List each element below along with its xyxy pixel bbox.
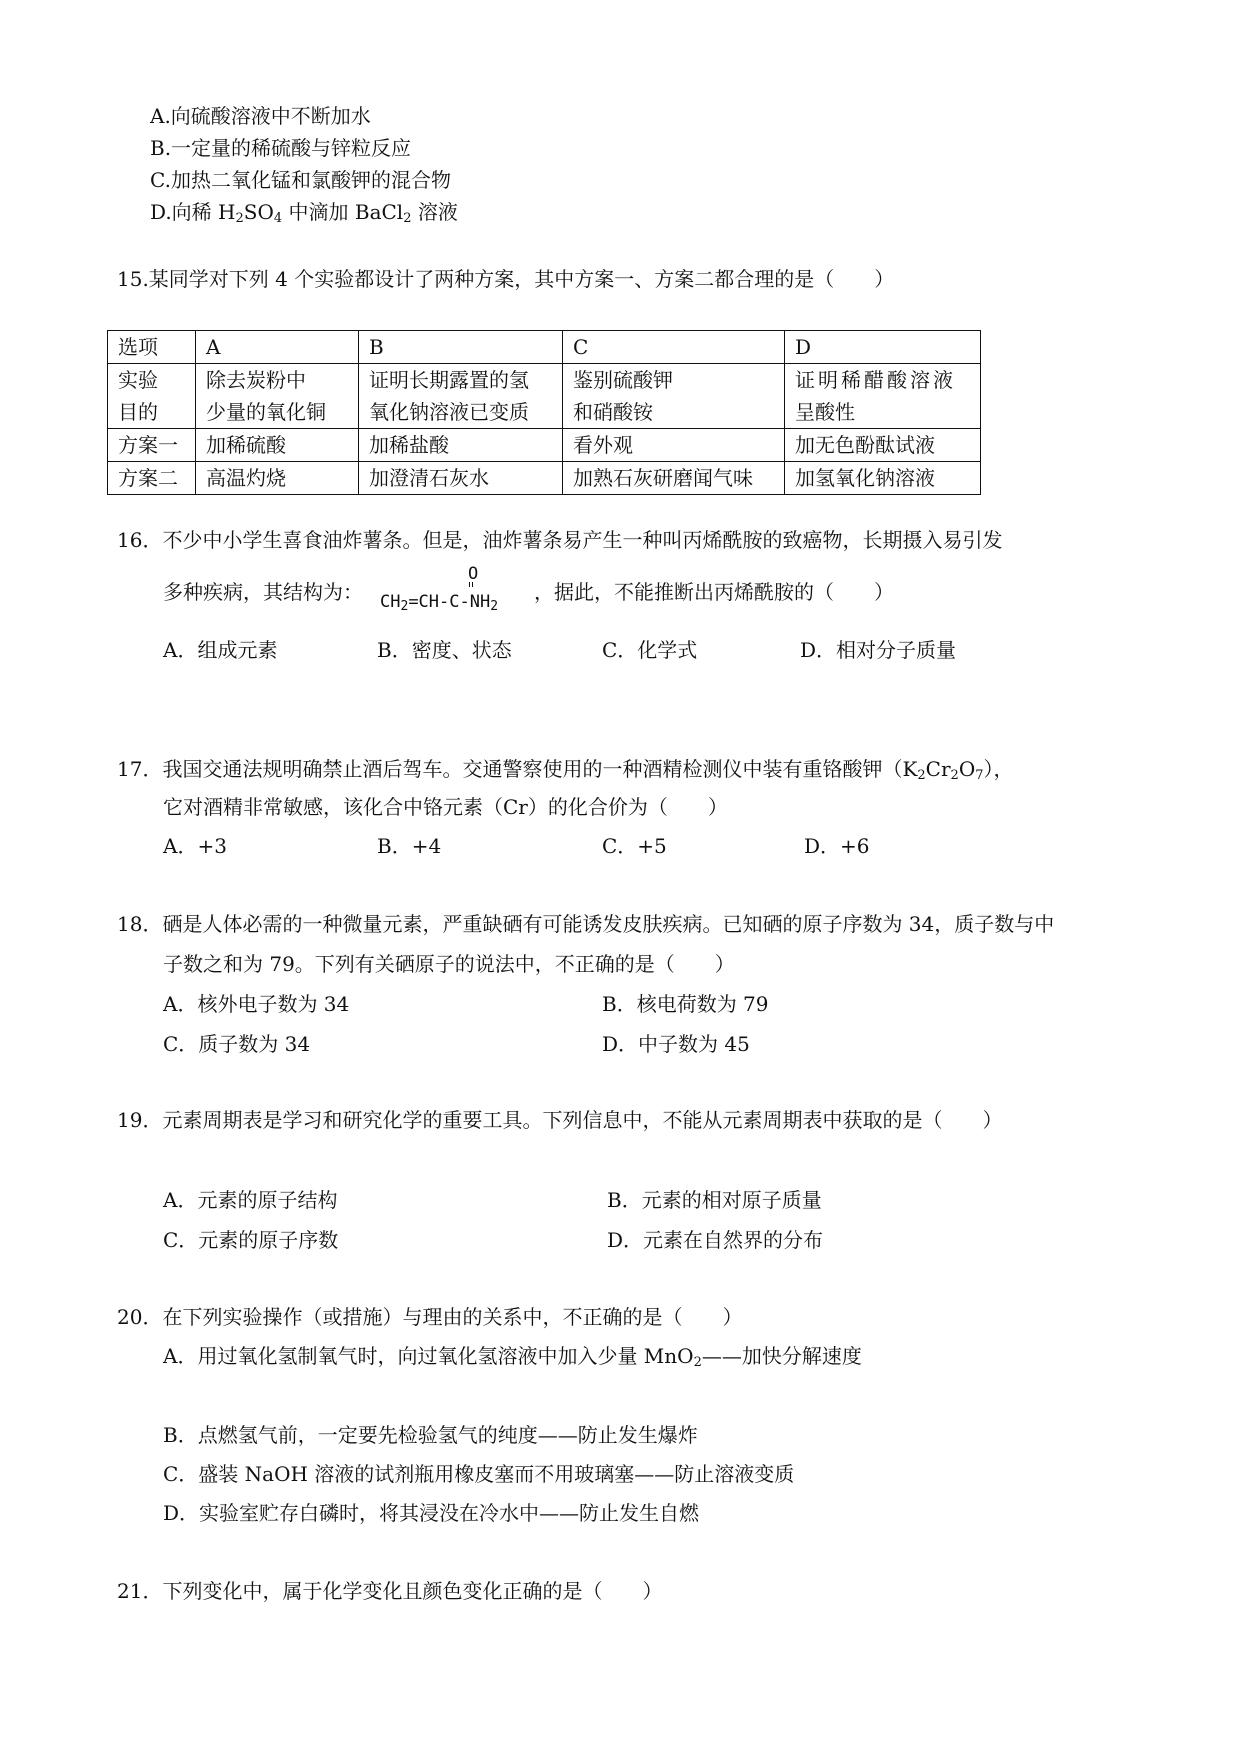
- formula-chain: $CH_2=CH-C-NH_2$: [380, 592, 499, 614]
- table-cell: 选项: [108, 331, 196, 364]
- table-cell: 加稀盐酸: [359, 429, 563, 462]
- q18-option-d: D．中子数为 45: [602, 1032, 750, 1056]
- q21-stem: 21．下列变化中，属于化学变化且颜色变化正确的是（ ）: [117, 1579, 663, 1603]
- table-row-plan2: [108, 462, 981, 495]
- q16-option-b: B．密度、状态: [377, 638, 512, 662]
- double-bond-mark: [469, 582, 473, 587]
- q14-option-a: A.向硫酸溶液中不断加水: [150, 104, 371, 128]
- table-cell: 加无色酚酞试液: [785, 429, 981, 462]
- q16-line2-before: 多种疾病，其结构为：: [163, 580, 363, 604]
- q14-option-d: D.向稀 $H_2SO_4$ 中滴加 BaCl$_2$ 溶液: [150, 200, 458, 226]
- q17-option-a: A．+3: [163, 834, 227, 858]
- table-cell: 证明稀醋酸溶液 呈酸性: [785, 364, 981, 429]
- table-cell: A: [196, 331, 359, 364]
- q16-option-a: A．组成元素: [163, 638, 278, 662]
- q14-option-b: B.一定量的稀硫酸与锌粒反应: [150, 136, 412, 160]
- table-cell: B: [359, 331, 563, 364]
- table-row-purpose: [108, 364, 981, 429]
- q20-option-d: D．实验室贮存白磷时，将其浸没在冷水中——防止发生自燃: [163, 1501, 700, 1525]
- q17-option-c: C．+5: [602, 834, 667, 858]
- acrylamide-formula: [380, 566, 528, 624]
- table-cell: 实验 目的: [108, 364, 196, 429]
- q15-stem: 15.某同学对下列 4 个实验都设计了两种方案，其中方案一、方案二都合理的是（ ）: [117, 267, 895, 291]
- table-cell: 加熟石灰研磨闻气味: [563, 462, 785, 495]
- table-cell: 证明长期露置的氢 氧化钠溶液已变质: [359, 364, 563, 429]
- q18-line1: 18．硒是人体必需的一种微量元素，严重缺硒有可能诱发皮肤疾病。已知硒的原子序数为 34，质子数与中: [117, 912, 1055, 936]
- q16-option-c: C．化学式: [602, 638, 698, 662]
- q19-option-b: B．元素的相对原子质量: [607, 1188, 822, 1212]
- q19-option-a: A．元素的原子结构: [163, 1188, 338, 1212]
- q20-stem: 20．在下列实验操作（或措施）与理由的关系中，不正确的是（ ）: [117, 1305, 743, 1329]
- q16-option-d: D．相对分子质量: [800, 638, 957, 662]
- q16-line1: 16．不少中小学生喜食油炸薯条。但是，油炸薯条易产生一种叫丙烯酰胺的致癌物，长期摄入易引发: [117, 528, 1003, 552]
- formula-oxygen: O: [468, 564, 479, 584]
- q19-option-d: D．元素在自然界的分布: [607, 1228, 824, 1252]
- q18-option-c: C．质子数为 34: [163, 1032, 311, 1056]
- table-cell: 除去炭粉中 少量的氧化铜: [196, 364, 359, 429]
- q17-line1: 17．我国交通法规明确禁止酒后驾车。交通警察使用的一种酒精检测仪中装有重铬酸钾$(K_2Cr_2O_7)$，: [117, 757, 1014, 783]
- q14-option-c: C.加热二氧化锰和氯酸钾的混合物: [150, 168, 451, 192]
- q20-option-b: B．点燃氢气前，一定要先检验氢气的纯度——防止发生爆炸: [163, 1423, 698, 1447]
- table-cell: C: [563, 331, 785, 364]
- table-cell: 看外观: [563, 429, 785, 462]
- table-cell: 方案一: [108, 429, 196, 462]
- q19-option-c: C．元素的原子序数: [163, 1228, 339, 1252]
- table-row-header: [108, 331, 981, 364]
- table-cell: 高温灼烧: [196, 462, 359, 495]
- q17-option-b: B．+4: [377, 834, 442, 858]
- q18-line2: 子数之和为 79。下列有关硒原子的说法中，不正确的是（ ）: [163, 952, 735, 976]
- q20-option-a: A．用过氧化氢制氧气时，向过氧化氢溶液中加入少量 MnO$_2$——加快分解速度: [163, 1344, 862, 1370]
- table-cell: 加氢氧化钠溶液: [785, 462, 981, 495]
- q20-option-c: C．盛装 NaOH 溶液的试剂瓶用橡皮塞而不用玻璃塞——防止溶液变质: [163, 1462, 795, 1486]
- table-cell: 加澄清石灰水: [359, 462, 563, 495]
- table-cell: 加稀硫酸: [196, 429, 359, 462]
- table-cell: 鉴别硫酸钾 和硝酸铵: [563, 364, 785, 429]
- table-cell: 方案二: [108, 462, 196, 495]
- q18-option-b: B．核电荷数为 79: [602, 992, 769, 1016]
- table-cell: D: [785, 331, 981, 364]
- q17-option-d: D．+6: [804, 834, 870, 858]
- q18-option-a: A．核外电子数为 34: [163, 992, 350, 1016]
- q16-line2-after: ，据此，不能推断出丙烯酰胺的（ ）: [534, 580, 894, 604]
- q17-line2: 它对酒精非常敏感，该化合中铬元素（Cr）的化合价为（ ）: [163, 795, 728, 819]
- table-row-plan1: [108, 429, 981, 462]
- q19-stem: 19．元素周期表是学习和研究化学的重要工具。下列信息中，不能从元素周期表中获取的是（ ）: [117, 1108, 1003, 1132]
- q15-table: [107, 330, 981, 495]
